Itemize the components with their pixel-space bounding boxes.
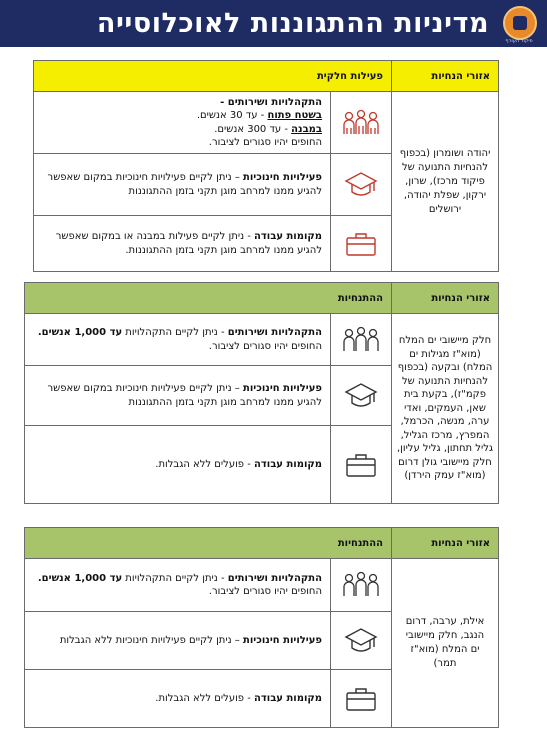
workplaces-description: מקומות עבודה - פועלים ללא הגבלות. (25, 426, 331, 504)
people-icon (331, 314, 392, 366)
briefcase-icon (331, 670, 392, 728)
logo-caption: פיקוד העורף (505, 38, 533, 44)
column-header-activities: ההתנחיות (25, 528, 392, 559)
policy-table-south (24, 527, 499, 728)
briefcase-icon (331, 216, 392, 272)
column-header-zones: אזורי הנחיות (392, 528, 499, 559)
graduation-cap-icon (331, 154, 392, 216)
zone-cell: חלק מיישובי ים המלח (מוא"ז מגילות ים המלח) ובקעה (בכפוף להנחיות התנועה של פקמ"ז), בקעת בית שאן, העמקים, ואדי ערה, מנשה, הכרמל, המפרץ, מרכז הגליל, גליל תחתון, גליל עליון, חלק מיישובי גולן דרום (מוא"ז עמק הירדן) (392, 314, 499, 504)
policy-table-restricted-gatherings (24, 282, 499, 504)
column-header-activities: ההתנחיות (25, 283, 392, 314)
header-banner (0, 0, 547, 47)
policy-table-partial-activity (33, 60, 499, 272)
gatherings-description: התקהלויות ושירותים - ניתן לקיים התקהלויות עד 1,000 אנשים. החופים יהיו סגורים לציבור. (25, 559, 331, 612)
graduation-cap-icon (331, 612, 392, 670)
people-icon (331, 559, 392, 612)
gatherings-description: התקהלויות ושירותים - בשטח פתוח - עד 30 אנשים. במבנה - עד 300 אנשים. החופים יהיו סגורים לציבור. (34, 92, 331, 154)
column-header-activities: פעילות חלקית (34, 61, 392, 92)
education-description: פעילויות חינוכיות – ניתן לקיים פעילויות חינוכיות ללא הגבלות (25, 612, 331, 670)
zone-cell: יהודה ושומרון (בכפוף להנחיות התנועה של פיקוד מרכז), שרון, ירקון, שפלת יהודה, ירושלים (392, 92, 499, 272)
workplaces-description: מקומות עבודה - ניתן לקיים פעילות במבנה או במקום שאפשר להגיע ממנו למרחב מוגן תקני בזמן ההתגוננות. (34, 216, 331, 272)
gatherings-description: התקהלויות ושירותים - ניתן לקיים התקהלויות עד 1,000 אנשים. החופים יהיו סגורים לציבור. (25, 314, 331, 366)
education-description: פעילויות חינוכיות – ניתן לקיים פעילויות חינוכיות במקום שאפשר להגיע ממנו למרחב מוגן תקני בזמן ההתגוננות (25, 366, 331, 426)
education-description: פעילויות חינוכיות – ניתן לקיים פעילויות חינוכיות במקום שאפשר להגיע ממנו למרחב מוגן תקני בזמן ההתגוננות (34, 154, 331, 216)
briefcase-icon (331, 426, 392, 504)
zone-cell: אילת, ערבה, דרום הנגב, חלק מיישובי ים המלח (מוא"ז תמר) (392, 559, 499, 728)
graduation-cap-icon (331, 366, 392, 426)
column-header-zones: אזורי הנחיות (392, 283, 499, 314)
column-header-zones: אזורי הנחיות (392, 61, 499, 92)
people-icon (331, 92, 392, 154)
page-title: מדיניות ההתגוננות לאוכלוסייה (96, 8, 489, 39)
workplaces-description: מקומות עבודה - פועלים ללא הגבלות. (25, 670, 331, 728)
home-front-command-logo-icon (503, 6, 537, 40)
